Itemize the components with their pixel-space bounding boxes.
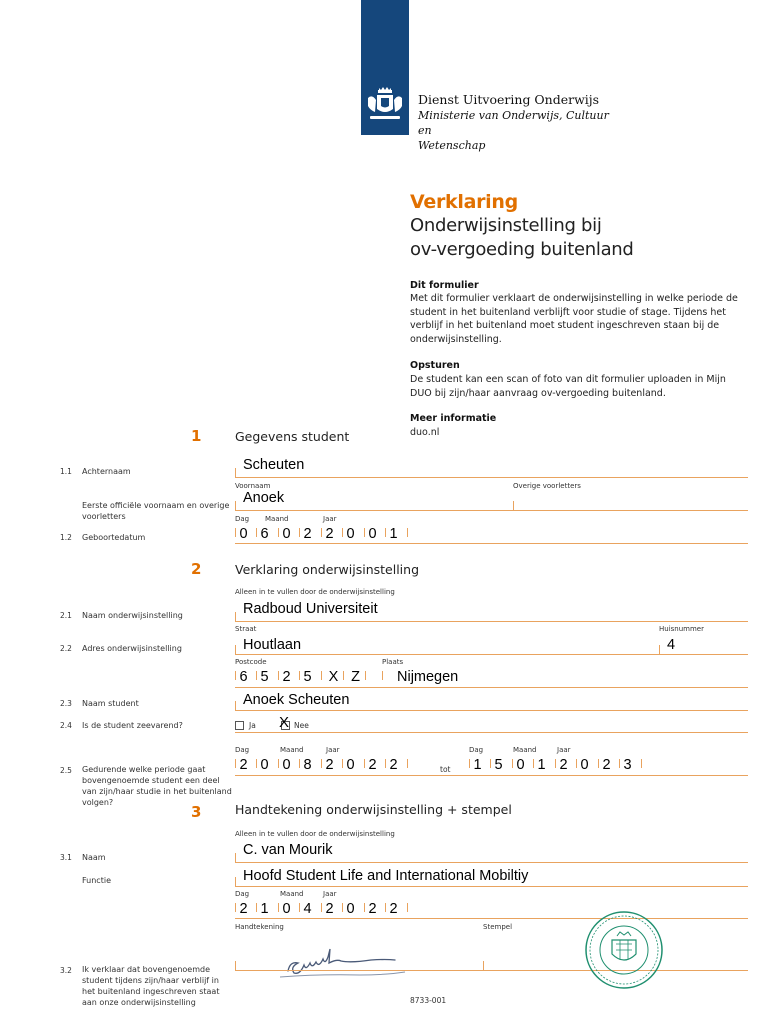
ja-label: Ja bbox=[249, 721, 256, 730]
field-tick bbox=[235, 645, 236, 654]
q1-1-number: 1.1 bbox=[60, 467, 72, 476]
plaats-field[interactable]: Nijmegen bbox=[397, 669, 459, 685]
digit-box: 8 bbox=[303, 757, 312, 773]
digit-box: 0 bbox=[282, 757, 291, 773]
dag-sublabel: Dag bbox=[469, 746, 484, 754]
naam-underline bbox=[235, 862, 748, 863]
digit-box: 0 bbox=[368, 526, 377, 542]
digit-box: 0 bbox=[282, 526, 291, 542]
digit-tick bbox=[342, 759, 343, 768]
field-tick bbox=[483, 961, 484, 970]
field-tick bbox=[235, 501, 236, 510]
digit-tick bbox=[469, 759, 470, 768]
digit-box: 4 bbox=[303, 901, 312, 917]
q3-2-number: 3.2 bbox=[60, 966, 72, 975]
digit-box: 2 bbox=[303, 526, 312, 542]
digit-tick bbox=[278, 759, 279, 768]
datum-underline bbox=[235, 918, 748, 919]
digit-tick bbox=[321, 671, 322, 680]
q2-5-label: Gedurende welke periode gaat bovengenoemde student een deel van zijn/haar studie in het buitenland volgen? bbox=[82, 765, 232, 807]
achternaam-underline bbox=[235, 477, 748, 478]
digit-tick bbox=[278, 903, 279, 912]
q2-2-label: Adres onderwijsinstelling bbox=[82, 644, 182, 653]
digit-tick bbox=[385, 903, 386, 912]
digit-box: 0 bbox=[260, 757, 269, 773]
page-title: Verklaring bbox=[410, 191, 518, 213]
digit-tick bbox=[342, 528, 343, 537]
field-tick bbox=[235, 612, 236, 621]
naam-student-field[interactable]: Anoek Scheuten bbox=[243, 692, 350, 708]
plaats-sublabel: Plaats bbox=[382, 658, 404, 666]
q2-3-number: 2.3 bbox=[60, 699, 72, 708]
periode-underline bbox=[235, 775, 748, 776]
digit-box: 1 bbox=[260, 901, 269, 917]
digit-tick bbox=[598, 759, 599, 768]
info-heading: Meer informatie bbox=[410, 413, 497, 424]
q2-5-number: 2.5 bbox=[60, 766, 72, 775]
digit-box: Z bbox=[351, 669, 360, 685]
q1-2-number: 1.2 bbox=[60, 533, 72, 542]
digit-tick bbox=[490, 759, 491, 768]
q2-3-label: Naam student bbox=[82, 699, 139, 708]
stempel-label: Stempel bbox=[483, 923, 513, 931]
digit-tick bbox=[385, 528, 386, 537]
voornaam-sublabel: Voornaam bbox=[235, 482, 271, 490]
digit-tick bbox=[235, 903, 236, 912]
naam-label: Naam bbox=[82, 853, 106, 862]
functie-underline bbox=[235, 886, 748, 887]
q2-1-number: 2.1 bbox=[60, 611, 72, 620]
huisnummer-field[interactable]: 4 bbox=[667, 637, 676, 653]
digit-box: 0 bbox=[346, 526, 355, 542]
digit-tick bbox=[407, 903, 408, 912]
form-heading: Dit formulier bbox=[410, 280, 479, 291]
digit-tick bbox=[299, 903, 300, 912]
digit-tick bbox=[299, 759, 300, 768]
info-link[interactable]: duo.nl bbox=[410, 427, 440, 438]
digit-box: 3 bbox=[623, 757, 632, 773]
digit-box: 2 bbox=[368, 901, 377, 917]
digit-tick bbox=[235, 528, 236, 537]
digit-tick bbox=[299, 671, 300, 680]
zeevarend-underline bbox=[235, 732, 748, 733]
digit-box: 5 bbox=[494, 757, 503, 773]
jaar-sublabel: Jaar bbox=[323, 890, 337, 898]
digit-box: 0 bbox=[282, 901, 291, 917]
naam-ondertekenaar-field[interactable]: C. van Mourik bbox=[243, 842, 333, 858]
digit-tick bbox=[533, 759, 534, 768]
huisnummer-sublabel: Huisnummer bbox=[659, 625, 704, 633]
field-tick bbox=[235, 961, 236, 970]
section-3-title: Handtekening onderwijsinstelling + stempel bbox=[235, 802, 512, 817]
naam-student-underline bbox=[235, 710, 748, 711]
jaar-sublabel: Jaar bbox=[323, 515, 337, 523]
digit-box: 6 bbox=[260, 526, 269, 542]
section-3-number: 3 bbox=[191, 803, 202, 821]
nee-label: Nee bbox=[294, 721, 309, 730]
digit-tick bbox=[365, 671, 366, 680]
digit-box: 2 bbox=[239, 757, 248, 773]
maand-sublabel: Maand bbox=[265, 515, 289, 523]
digit-box: 2 bbox=[389, 901, 398, 917]
q1-2-label: Geboortedatum bbox=[82, 533, 146, 542]
digit-tick bbox=[235, 759, 236, 768]
functie-field[interactable]: Hoofd Student Life and International Mobiltiy bbox=[243, 868, 529, 884]
q3-2-label: Ik verklaar dat bovengenoemde student tijdens zijn/haar verblijf in het buitenland ingeschreven staat aan onze onderwijsinstelling bbox=[82, 965, 220, 1007]
digit-box: 1 bbox=[389, 526, 398, 542]
field-tick bbox=[659, 645, 660, 654]
straat-field[interactable]: Houtlaan bbox=[243, 637, 302, 653]
form-description: Met dit formulier verklaart de onderwijsinstelling in welke periode de student in het buitenland verblijft voor studie of stage. Tijdens het verblijf in het buitenland moet student ingeschreven staan bij de onderwijsinstelling. bbox=[410, 293, 738, 345]
digit-box: 5 bbox=[303, 669, 312, 685]
voornaam-field[interactable]: Anoek bbox=[243, 490, 285, 506]
page-subtitle: Onderwijsinstelling bij ov-vergoeding buitenland bbox=[410, 215, 634, 260]
digit-tick bbox=[343, 671, 344, 680]
digit-tick bbox=[256, 528, 257, 537]
tot-label: tot bbox=[440, 765, 451, 774]
maand-sublabel: Maand bbox=[280, 890, 304, 898]
ja-checkbox[interactable] bbox=[235, 721, 244, 730]
digit-box: 2 bbox=[602, 757, 611, 773]
digit-box: 2 bbox=[559, 757, 568, 773]
digit-box: 2 bbox=[389, 757, 398, 773]
digit-box: 0 bbox=[580, 757, 589, 773]
field-tick bbox=[513, 501, 514, 510]
digit-tick bbox=[278, 528, 279, 537]
digit-box: 2 bbox=[325, 901, 334, 917]
jaar-sublabel: Jaar bbox=[326, 746, 340, 754]
naam-instelling-underline bbox=[235, 621, 748, 622]
q2-4-label: Is de student zeevarend? bbox=[82, 721, 183, 730]
digit-tick bbox=[619, 759, 620, 768]
achternaam-field[interactable]: Scheuten bbox=[243, 457, 305, 473]
digit-tick bbox=[364, 903, 365, 912]
digit-tick bbox=[407, 759, 408, 768]
digit-tick bbox=[342, 903, 343, 912]
university-seal-stamp bbox=[584, 910, 664, 990]
maand-sublabel: Maand bbox=[280, 746, 304, 754]
digit-tick bbox=[385, 759, 386, 768]
digit-tick bbox=[555, 759, 556, 768]
send-heading: Opsturen bbox=[410, 360, 460, 371]
section-1-number: 1 bbox=[191, 427, 202, 445]
digit-box: 1 bbox=[537, 757, 546, 773]
postcode-underline bbox=[235, 687, 748, 688]
section-2-note: Alleen in te vullen door de onderwijsinstelling bbox=[235, 588, 395, 596]
form-code: 8733-001 bbox=[410, 996, 447, 1005]
digit-tick bbox=[321, 528, 322, 537]
digit-tick bbox=[364, 528, 365, 537]
geboortedatum-underline bbox=[235, 543, 748, 544]
digit-box: X bbox=[328, 669, 339, 685]
postcode-sublabel: Postcode bbox=[235, 658, 267, 666]
functie-label: Functie bbox=[82, 876, 111, 885]
ministry-name: Ministerie van Onderwijs, Cultuur en Wetenschap bbox=[418, 109, 609, 152]
digit-box: 1 bbox=[473, 757, 482, 773]
q2-1-label: Naam onderwijsinstelling bbox=[82, 611, 183, 620]
digit-box: 5 bbox=[260, 669, 269, 685]
q1-1-label: Achternaam bbox=[82, 467, 131, 476]
handtekening-label: Handtekening bbox=[235, 923, 284, 931]
field-tick bbox=[235, 853, 236, 862]
digit-tick bbox=[256, 671, 257, 680]
jaar-sublabel: Jaar bbox=[557, 746, 571, 754]
naam-instelling-field[interactable]: Radboud Universiteit bbox=[243, 601, 378, 617]
q2-4-number: 2.4 bbox=[60, 721, 72, 730]
section-3-note: Alleen in te vullen door de onderwijsinstelling bbox=[235, 830, 395, 838]
signature-image bbox=[280, 947, 410, 982]
digit-box: 0 bbox=[346, 757, 355, 773]
q2-2-number: 2.2 bbox=[60, 644, 72, 653]
digit-box: 6 bbox=[239, 669, 248, 685]
digit-tick bbox=[407, 528, 408, 537]
org-name: Dienst Uitvoering Onderwijs bbox=[418, 92, 600, 107]
digit-box: 2 bbox=[368, 757, 377, 773]
digit-box: 0 bbox=[346, 901, 355, 917]
adres-underline bbox=[235, 654, 748, 655]
straat-sublabel: Straat bbox=[235, 625, 257, 633]
field-tick bbox=[382, 671, 383, 680]
digit-tick bbox=[321, 903, 322, 912]
digit-tick bbox=[256, 759, 257, 768]
digit-box: 0 bbox=[516, 757, 525, 773]
digit-tick bbox=[256, 903, 257, 912]
digit-tick bbox=[512, 759, 513, 768]
digit-box: 0 bbox=[239, 526, 248, 542]
dag-sublabel: Dag bbox=[235, 890, 250, 898]
nee-checkmark: X bbox=[279, 714, 290, 731]
digit-tick bbox=[576, 759, 577, 768]
digit-tick bbox=[299, 528, 300, 537]
digit-box: 2 bbox=[325, 757, 334, 773]
rijksoverheid-crest-icon bbox=[364, 86, 406, 124]
digit-tick bbox=[278, 671, 279, 680]
handtekening-underline bbox=[235, 970, 748, 971]
digit-box: 2 bbox=[282, 669, 291, 685]
send-description: De student kan een scan of foto van dit formulier uploaden in Mijn DUO bij zijn/haar aanvraag ov-vergoeding buitenland. bbox=[410, 374, 726, 399]
section-2-title: Verklaring onderwijsinstelling bbox=[235, 562, 420, 577]
section-1-title: Gegevens student bbox=[235, 429, 350, 444]
maand-sublabel: Maand bbox=[513, 746, 537, 754]
field-tick bbox=[235, 877, 236, 886]
digit-tick bbox=[641, 759, 642, 768]
digit-tick bbox=[321, 759, 322, 768]
voornaam-underline bbox=[235, 510, 748, 511]
q3-1-number: 3.1 bbox=[60, 853, 72, 862]
digit-tick bbox=[364, 759, 365, 768]
dag-sublabel: Dag bbox=[235, 746, 250, 754]
digit-tick bbox=[235, 671, 236, 680]
digit-box: 2 bbox=[239, 901, 248, 917]
field-tick bbox=[235, 468, 236, 477]
overige-sublabel: Overige voorletters bbox=[513, 482, 581, 490]
digit-box: 2 bbox=[325, 526, 334, 542]
field-tick bbox=[235, 701, 236, 710]
dag-sublabel: Dag bbox=[235, 515, 250, 523]
voornaam-question-label: Eerste officiële voornaam en overige voorletters bbox=[82, 501, 230, 521]
section-2-number: 2 bbox=[191, 560, 202, 578]
